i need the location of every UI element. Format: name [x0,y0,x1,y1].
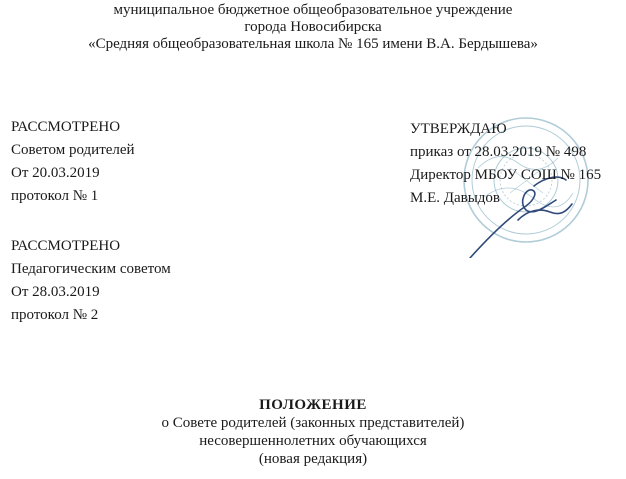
header-line-2: города Новосибирска [244,19,382,35]
document-title-main: ПОЛОЖЕНИЕ [259,397,367,413]
document-title-line-3: (новая редакция) [258,451,368,467]
approval-council-heading: РАССМОТРЕНО [11,238,121,254]
approval-parents-block [11,116,135,208]
approval-parents-heading: РАССМОТРЕНО [11,119,121,135]
approval-director-name: М.Е. Давыдов [410,190,501,206]
approval-council-date: От 28.03.2019 [11,284,100,300]
approval-parents-protocol: протокол № 1 [11,188,99,204]
institution-header [0,2,626,53]
approval-director-order: приказ от 28.03.2019 № 498 [410,144,587,160]
approval-council-block [11,235,171,327]
header-line-3: «Средняя общеобразовательная школа № 165 имени В.А. Бердышева» [88,36,538,52]
approval-parents-body: Советом родителей [11,142,135,158]
header-line-1: муниципальное бюджетное общеобразовательное учреждение [113,2,513,18]
approval-council-protocol: протокол № 2 [11,307,99,323]
approval-council-body: Педагогическим советом [11,261,171,277]
approval-director-heading: УТВЕРЖДАЮ [410,121,507,137]
approval-director-block [410,118,601,210]
approval-parents-date: От 20.03.2019 [11,165,100,181]
document-title-line-2: несовершеннолетних обучающихся [199,433,427,449]
approval-director-position: Директор МБОУ СОШ № 165 [410,167,602,183]
document-title-line-1: о Совете родителей (законных представителей) [161,415,465,431]
document-title [0,396,626,468]
